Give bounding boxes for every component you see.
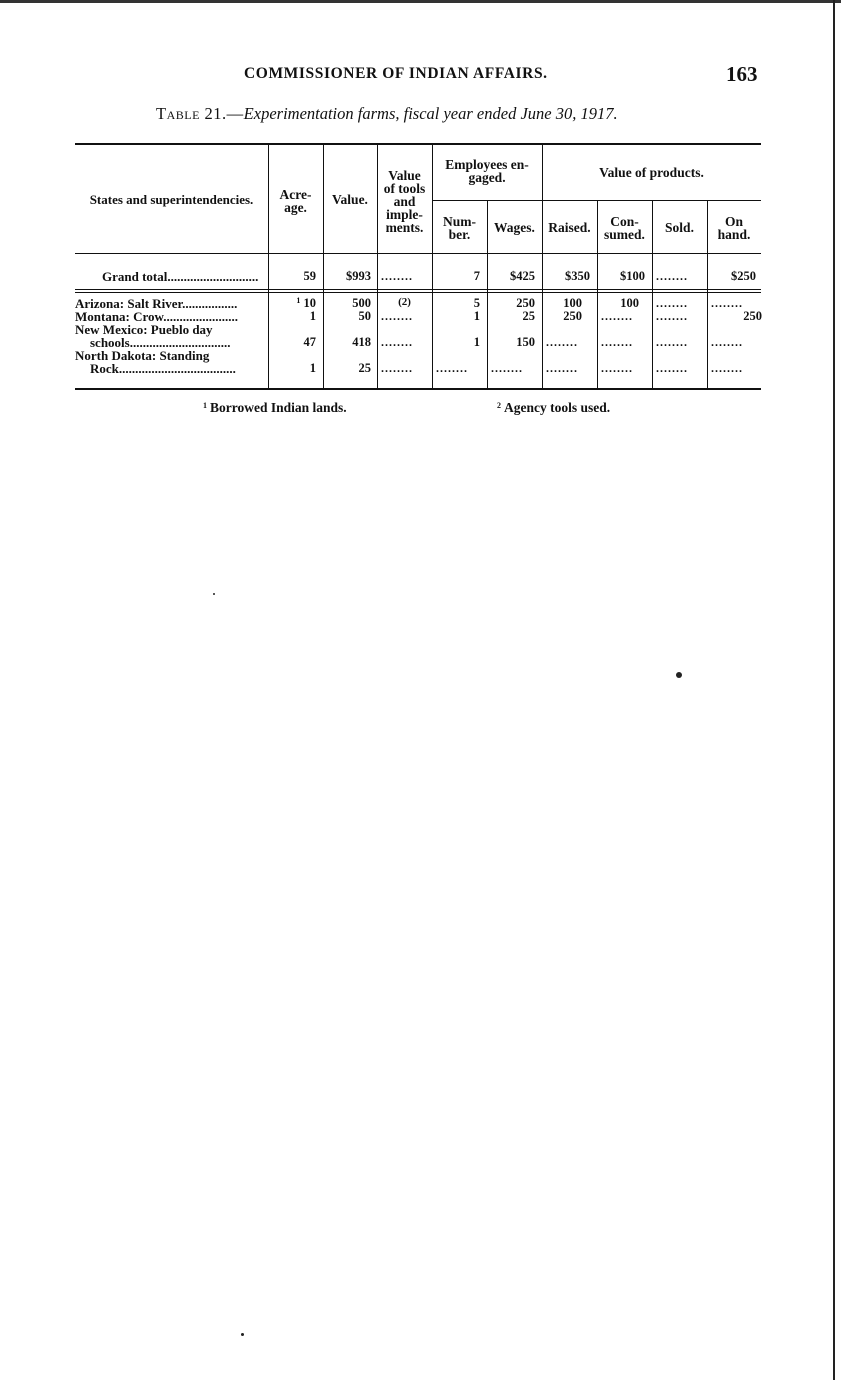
row-label-continued: Rock.................................... <box>90 361 236 376</box>
grand-total-label: Grand total............................ <box>102 269 259 284</box>
header-on-hand <box>707 215 761 241</box>
page-edge <box>833 0 835 1380</box>
table-bottom-rule <box>75 388 761 390</box>
header-states: States and superintendencies. <box>89 192 254 207</box>
header-on-hand-line: On <box>724 214 743 229</box>
header-acreage-line: Acre- <box>279 187 312 202</box>
header-tools <box>377 169 432 234</box>
header-tools-line: ments. <box>385 220 424 235</box>
row-label-continued: schools............................... <box>90 335 231 350</box>
running-head <box>0 62 841 86</box>
table-number: Table 21.— <box>156 104 244 123</box>
grand-total-wages: $425 <box>510 269 535 283</box>
empty-cell-dots: ........ <box>601 309 633 323</box>
empty-cell-dots: ........ <box>381 361 413 375</box>
row-label: North Dakota: Standing <box>75 348 210 363</box>
empty-cell-dots: ........ <box>656 361 688 375</box>
table-title: Experimentation farms, fiscal year ended June 30, 1917. <box>243 104 618 123</box>
header-consumed-line: sumed. <box>604 227 645 242</box>
row-wages: 150 <box>516 335 535 349</box>
empty-cell-dots: ........ <box>436 361 468 375</box>
table-top-rule <box>75 143 761 145</box>
print-speck <box>213 593 215 595</box>
footnote-mark: 1 <box>203 401 207 410</box>
row-value: 418 <box>352 335 371 349</box>
total-double-rule <box>75 289 761 290</box>
row-tools-note: (2) <box>398 296 411 308</box>
grand-total-number: 7 <box>473 269 480 283</box>
grand-total-acreage: 59 <box>303 269 316 283</box>
print-speck <box>676 672 682 678</box>
header-bottom-rule <box>75 253 761 254</box>
header-employees-line: gaged. <box>468 170 506 185</box>
footnote-2 <box>497 400 610 416</box>
grand-total-on-hand: $250 <box>731 269 756 283</box>
experimentation-farms-table <box>75 143 761 393</box>
row-acreage: 47 <box>303 335 316 349</box>
empty-cell-dots: ........ <box>656 269 688 283</box>
row-label-text: schools <box>90 335 130 350</box>
row-number: 5 <box>473 296 480 310</box>
header-number <box>432 215 487 241</box>
row-value: 50 <box>358 309 371 323</box>
header-tools-line: Value <box>388 168 421 183</box>
header-number-line: Num- <box>443 214 476 229</box>
footnote-1 <box>203 400 347 416</box>
row-acreage: 1 <box>309 309 316 323</box>
empty-cell-dots: ........ <box>711 296 743 310</box>
empty-cell-dots: ........ <box>711 335 743 349</box>
row-value: 25 <box>358 361 371 375</box>
header-on-hand-line: hand. <box>717 227 751 242</box>
header-wages: Wages. <box>494 220 535 235</box>
empty-cell-dots: ........ <box>601 361 633 375</box>
grand-total-value: $993 <box>346 269 371 283</box>
header-tools-line: of tools <box>383 181 426 196</box>
header-sold: Sold. <box>665 220 694 235</box>
row-acreage: 1 <box>309 361 316 375</box>
row-acreage-value: 10 <box>303 296 316 310</box>
empty-cell-dots: ........ <box>381 335 413 349</box>
row-value: 500 <box>352 296 371 310</box>
row-label: New Mexico: Pueblo day <box>75 322 213 337</box>
header-acreage-line: age. <box>284 200 307 215</box>
empty-cell-dots: ........ <box>381 309 413 323</box>
empty-cell-dots: ........ <box>546 335 578 349</box>
page-edge <box>0 0 841 3</box>
row-label: Montana: Crow....................... <box>75 309 238 324</box>
row-wages: 25 <box>522 309 535 323</box>
empty-cell-dots: ........ <box>656 335 688 349</box>
row-number: 1 <box>473 309 480 323</box>
header-employees-group <box>432 158 542 184</box>
header-products-group: Value of products. <box>599 165 704 180</box>
row-consumed: 100 <box>620 296 639 310</box>
header-value: Value. <box>332 192 368 207</box>
empty-cell-dots: ........ <box>656 309 688 323</box>
page-number: 163 <box>726 62 758 86</box>
empty-cell-dots: ........ <box>656 296 688 310</box>
row-label-text: Montana: Crow <box>75 309 164 324</box>
header-acreage <box>268 188 323 214</box>
header-employees-line: Employees en- <box>445 157 529 172</box>
header-consumed <box>597 215 652 241</box>
footnote-text: Borrowed Indian lands. <box>210 400 347 415</box>
grand-total-consumed: $100 <box>620 269 645 283</box>
header-number-line: ber. <box>448 227 471 242</box>
row-number: 1 <box>473 335 480 349</box>
empty-cell-dots: ........ <box>381 269 413 283</box>
column-divider <box>542 145 543 388</box>
row-on-hand: 250 <box>743 309 762 323</box>
grand-total-text: Grand total <box>102 269 168 284</box>
header-consumed-line: Con- <box>610 214 639 229</box>
column-divider <box>268 145 269 388</box>
row-raised: 250 <box>563 309 582 323</box>
row-wages: 250 <box>516 296 535 310</box>
footnote-mark: 2 <box>497 401 501 410</box>
row-raised: 100 <box>563 296 582 310</box>
row-label-text: Rock <box>90 361 119 376</box>
footnote-ref: 1 <box>296 296 301 305</box>
column-divider <box>323 145 324 388</box>
empty-cell-dots: ........ <box>546 361 578 375</box>
empty-cell-dots: ........ <box>711 361 743 375</box>
total-double-rule <box>75 292 761 293</box>
empty-cell-dots: ........ <box>491 361 523 375</box>
grand-total-raised: $350 <box>565 269 590 283</box>
row-label: Arizona: Salt River................. <box>75 296 238 311</box>
row-label-text: Arizona: Salt River <box>75 296 183 311</box>
print-speck <box>241 1333 244 1336</box>
header-tools-line: and <box>393 194 416 209</box>
empty-cell-dots: ........ <box>601 335 633 349</box>
header-raised: Raised. <box>548 220 591 235</box>
running-title: COMMISSIONER OF INDIAN AFFAIRS. <box>244 65 548 82</box>
header-tools-line: imple- <box>386 207 423 222</box>
table-caption <box>156 104 618 124</box>
footnote-text: Agency tools used. <box>504 400 611 415</box>
